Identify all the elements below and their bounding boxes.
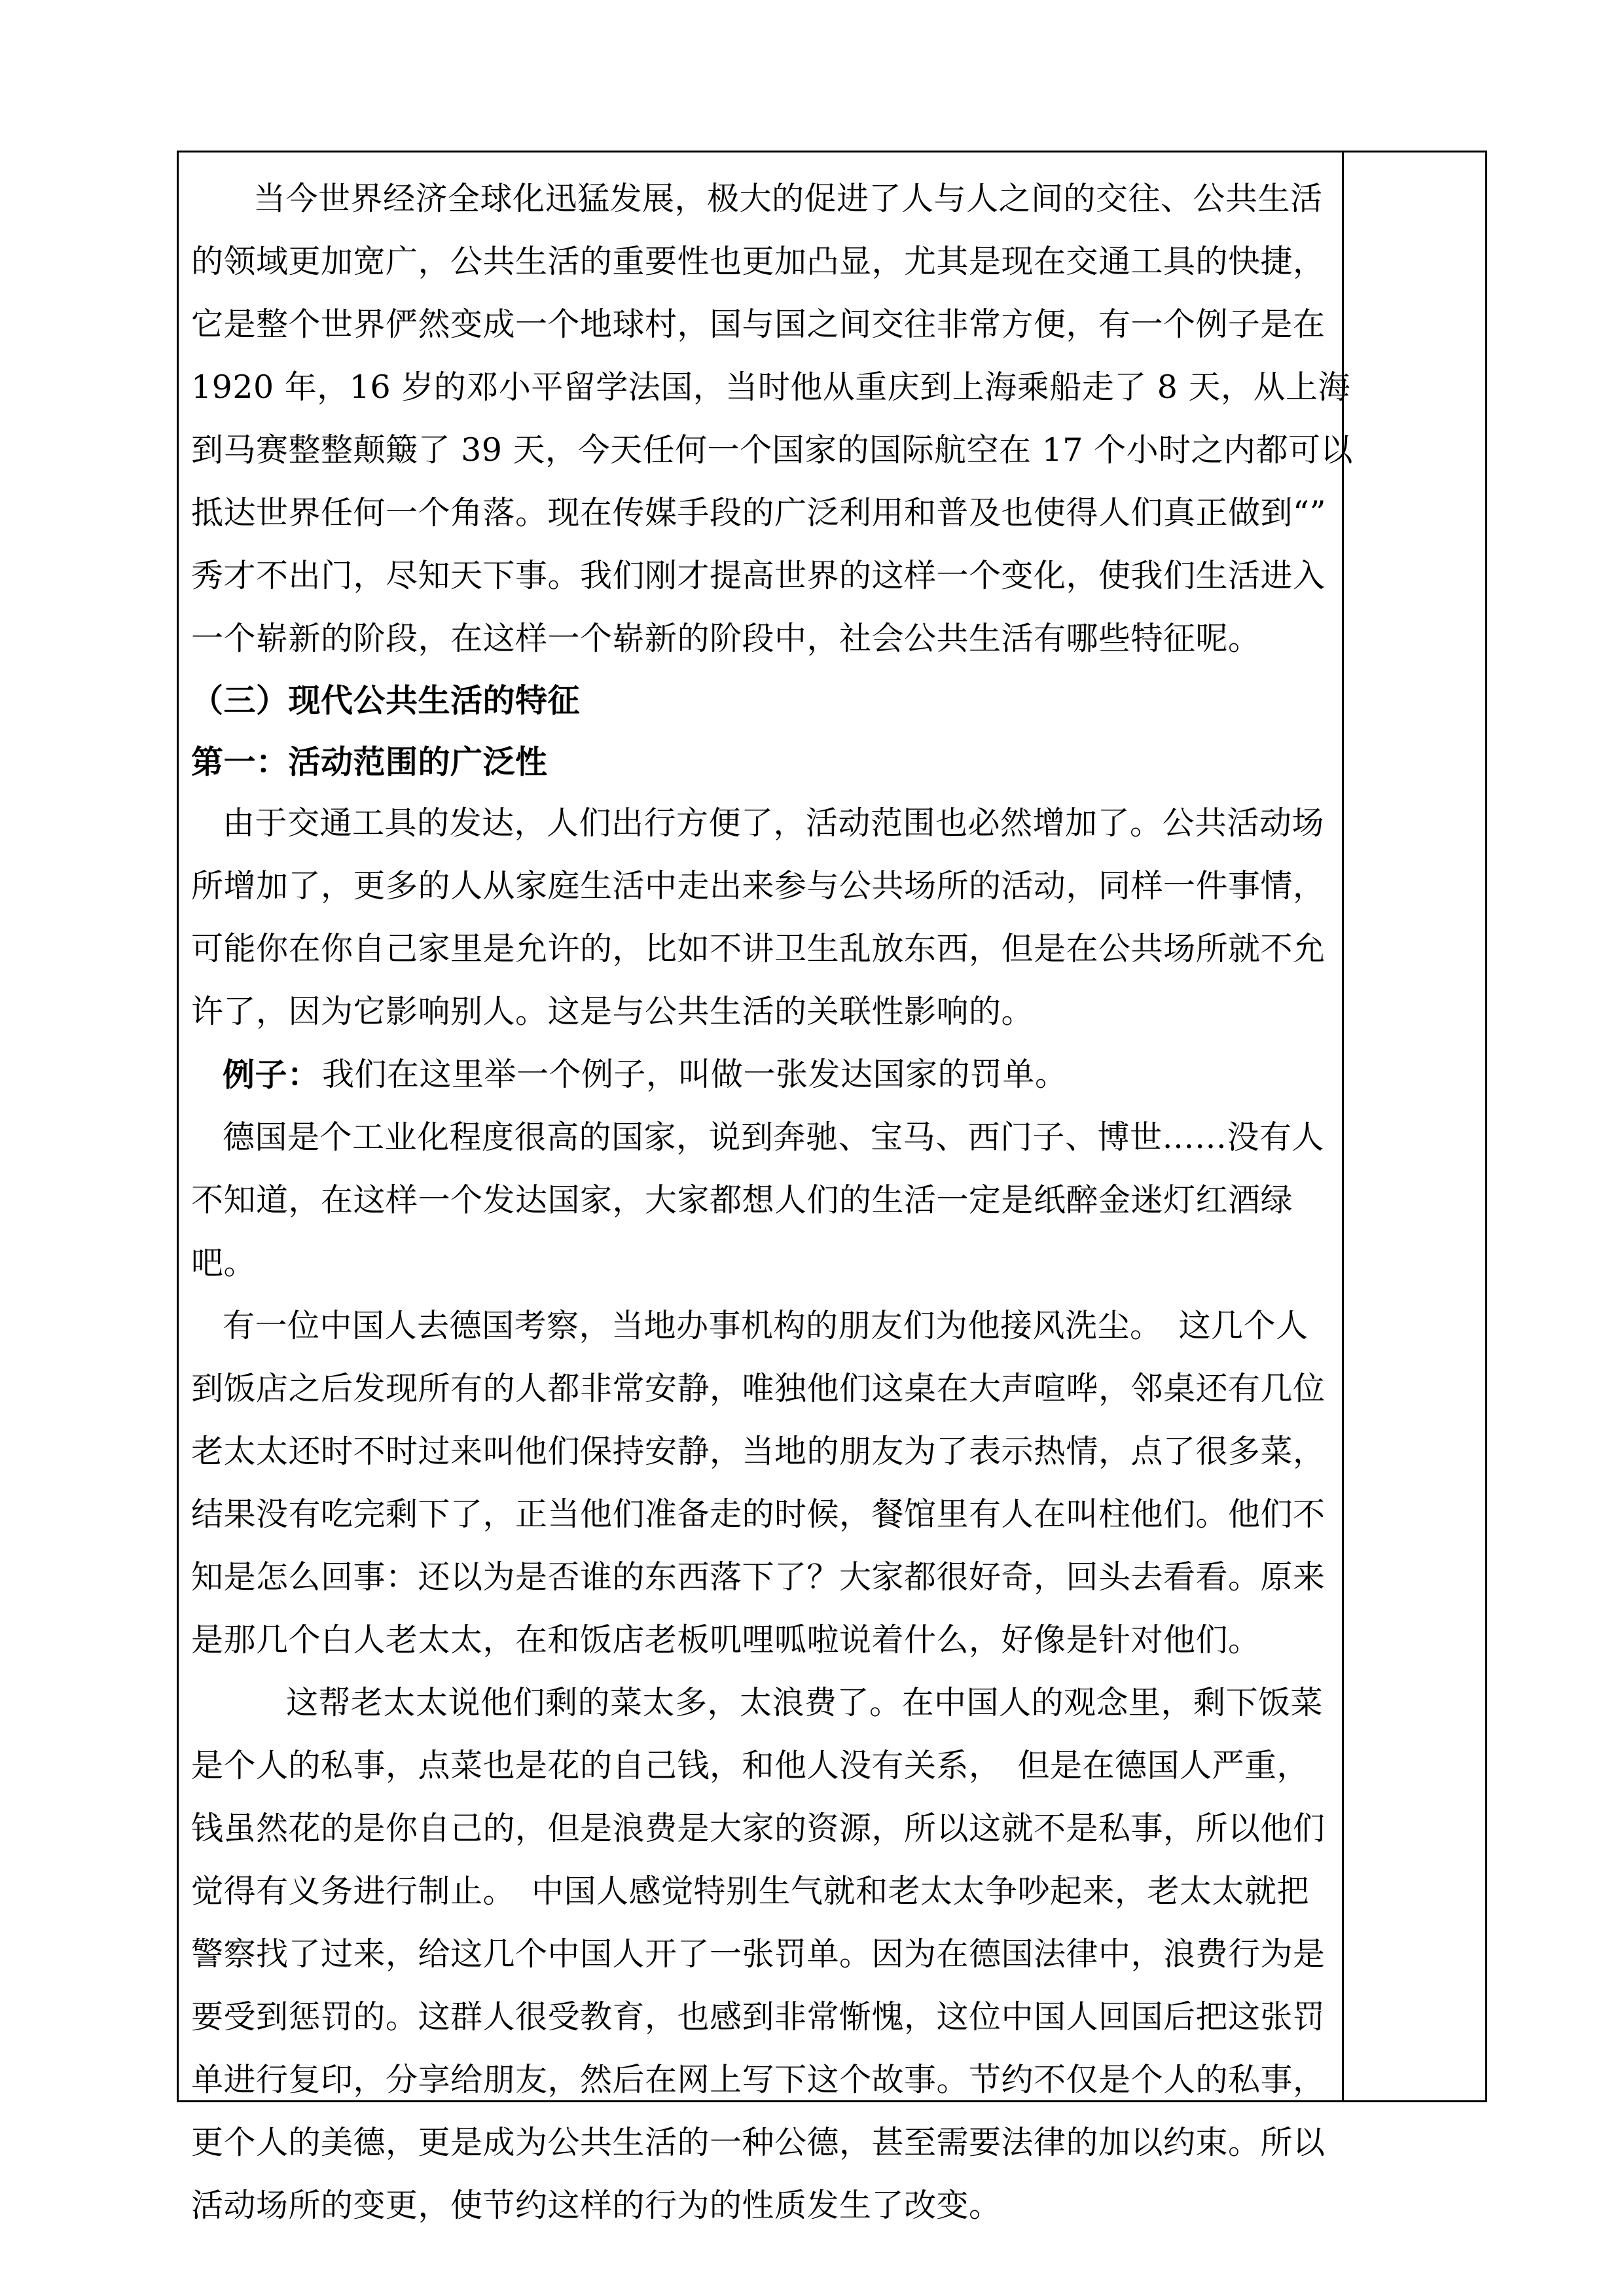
paragraph-line: 有一位中国人去德国考察，当地办事机构的朋友们为他接风洗尘。 这几个人 xyxy=(223,1307,1308,1344)
paragraph-line: 钱虽然花的是你自己的，但是浪费是大家的资源，所以这就不是私事，所以他们 xyxy=(191,1810,1326,1847)
paragraph-line: 老太太还时不时过来叫他们保持安静，当地的朋友为了表示热情，点了很多菜， xyxy=(191,1433,1326,1470)
paragraph-line: 到马赛整整颠簸了 39 天，今天任何一个国家的国际航空在 17 个小时之内都可以 xyxy=(191,431,1354,469)
paragraph-line: 当今世界经济全球化迅猛发展，极大的促进了人与人之间的交往、公共生活 xyxy=(253,180,1323,217)
paragraph-line: 可能你在你自己家里是允许的，比如不讲卫生乱放东西，但是在公共场所就不允 xyxy=(191,930,1326,967)
paragraph-line: 不知道，在这样一个发达国家，大家都想人们的生活一定是纸醉金迷灯红酒绿 xyxy=(191,1181,1293,1219)
paragraph-line: 德国是个工业化程度很高的国家，说到奔驰、宝马、西门子、博世……没有人 xyxy=(223,1119,1325,1156)
paragraph-line: 更个人的美德，更是成为公共生活的一种公德，甚至需要法律的加以约束。所以 xyxy=(191,2124,1326,2161)
paragraph-line: 许了，因为它影响别人。这是与公共生活的关联性影响的。 xyxy=(191,993,1034,1030)
example-label: 例子： xyxy=(223,1056,320,1094)
paragraph-line: 这帮老太太说他们剩的菜太多，太浪费了。在中国人的观念里，剩下饭菜 xyxy=(286,1684,1324,1721)
paragraph-line: 到饭店之后发现所有的人都非常安静，唯独他们这桌在大声喧哗，邻桌还有几位 xyxy=(191,1370,1326,1407)
paragraph-line: 单进行复印，分享给朋友，然后在网上写下这个故事。节约不仅是个人的私事， xyxy=(191,2061,1326,2098)
content-cell xyxy=(191,169,1354,2224)
paragraph-line: 的领域更加宽广，公共生活的重要性也更加凸显，尤其是现在交通工具的快捷， xyxy=(191,243,1326,280)
paragraph-line: 警察找了过来，给这几个中国人开了一张罚单。因为在德国法律中，浪费行为是 xyxy=(191,1935,1326,1973)
paragraph-line: 秀才不出门，尽知天下事。我们刚才提高世界的这样一个变化，使我们生活进入 xyxy=(191,557,1326,594)
section-heading: （三）现代公共生活的特征 xyxy=(191,681,581,719)
paragraph-line: 是那几个白人老太太，在和饭店老板叽哩呱啦说着什么，好像是针对他们。 xyxy=(191,1621,1261,1659)
paragraph-line: 觉得有义务进行制止。 中国人感觉特别生气就和老太太争吵起来，老太太就把 xyxy=(191,1873,1310,1910)
subsection-heading: 第一：活动范围的广泛性 xyxy=(191,743,548,781)
paragraph-line: 1920 年，16 岁的邓小平留学法国，当时他从重庆到上海乘船走了 8 天，从上海 xyxy=(191,368,1351,406)
paragraph-line: 结果没有吃完剩下了，正当他们准备走的时候，餐馆里有人在叫柱他们。他们不 xyxy=(191,1496,1326,1533)
paragraph-line: 要受到惩罚的。这群人很受教育，也感到非常惭愧，这位中国人回国后把这张罚 xyxy=(191,1998,1326,2036)
paragraph-line: 所增加了，更多的人从家庭生活中走出来参与公共场所的活动，同样一件事情， xyxy=(191,867,1326,905)
paragraph-line: 知是怎么回事：还以为是否谁的东西落下了？大家都很好奇，回头去看看。原来 xyxy=(191,1558,1326,1596)
paragraph-line: 一个崭新的阶段，在这样一个崭新的阶段中，社会公共生活有哪些特征呢。 xyxy=(191,620,1261,657)
paragraph-line: 抵达世界任何一个角落。现在传媒手段的广泛利用和普及也使得人们真正做到“” xyxy=(191,494,1327,531)
paragraph-line: 它是整个世界俨然变成一个地球村，国与国之间交往非常方便，有一个例子是在 xyxy=(191,306,1326,343)
paragraph-line: 由于交通工具的发达，人们出行方便了，活动范围也必然增加了。公共活动场 xyxy=(223,804,1325,842)
paragraph-line: 是个人的私事，点菜也是花的自己钱，和他人没有关系， 但是在德国人严重， xyxy=(191,1747,1310,1784)
paragraph-line: 我们在这里举一个例子，叫做一张发达国家的罚单。 xyxy=(322,1056,1068,1093)
paragraph-line: 吧。 xyxy=(191,1244,257,1282)
paragraph-line: 活动场所的变更，使节约这样的行为的性质发生了改变。 xyxy=(191,2187,1001,2224)
